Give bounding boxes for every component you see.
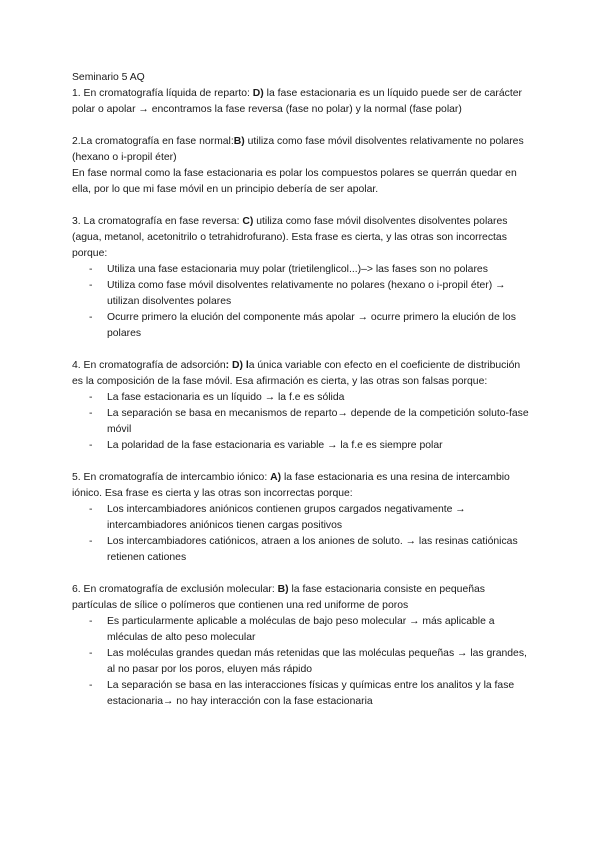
list-item: - Utiliza una fase estacionaria muy polar (trietilenglicol...)–> las fases son no polares [107, 262, 532, 278]
question-5-bullet-list [72, 502, 532, 566]
list-item: - La separación se basa en mecanismos de reparto→ depende de la competición soluto-fase móvil [107, 406, 532, 438]
question-4-bullet-list [72, 390, 532, 454]
list-item: - Utiliza como fase móvil disolventes relativamente no polares (hexano o i-propil éter) → utilizan disolventes polares [107, 278, 532, 310]
question-6-bullet-list [72, 614, 532, 710]
question-3-bullet-list [72, 262, 532, 342]
question-1 [72, 86, 532, 118]
question-5-text: 5. En cromatografía de intercambio iónico: [72, 472, 271, 483]
question-2-answer: B) [233, 136, 245, 147]
question-4-answer: : D) l [225, 360, 249, 371]
spacer [72, 198, 532, 214]
spacer [72, 454, 532, 470]
question-2 [72, 134, 532, 166]
question-3-answer: C) [242, 216, 254, 227]
question-5-answer: A) [270, 472, 282, 483]
question-3-explanation: utiliza como fase móvil disolventes disolventes polares (agua, metanol, acetonitrilo o tetrahidrofurano). Esta frase es cierta, y las otras son incorrectas porque: [72, 216, 508, 259]
question-3-text: 3. La cromatografía en fase reversa: [72, 216, 243, 227]
spacer [72, 566, 532, 582]
question-6-answer: B) [277, 584, 289, 595]
question-5-explanation: la fase estacionaria es una resina de intercambio iónico. Esa frase es cierta y las otras son incorrectas porque: [72, 472, 510, 499]
question-2-explanation: utiliza como fase móvil disolventes relativamente no polares (hexano o i-propil éter) [72, 136, 524, 163]
document-title: Seminario 5 AQ [72, 72, 145, 83]
question-6-explanation: la fase estacionaria consiste en pequeñas partículas de sílice o polímeros que contienen una red uniforme de poros [72, 584, 485, 611]
question-1-text: 1. En cromatografía líquida de reparto: [72, 88, 253, 99]
question-2-note: En fase normal como la fase estacionaria es polar los compuestos polares se querrán quedar en ella, por lo que mi fase móvil en un principio debería de ser apolar. [72, 168, 517, 195]
spacer [72, 342, 532, 358]
list-item: - La polaridad de la fase estacionaria es variable → la f.e es siempre polar [107, 438, 532, 454]
question-1-answer: D) [252, 88, 264, 99]
question-4-text: 4. En cromatografía de adsorción [72, 360, 226, 371]
question-3 [72, 214, 532, 262]
question-2-text: 2.La cromatografía en fase normal: [72, 136, 234, 147]
list-item: - La separación se basa en las interacciones físicas y químicas entre los analitos y la fase estacionaria→ no hay interacción con la fase estacionaria [107, 678, 532, 710]
question-6-text: 6. En cromatografía de exclusión molecular: [72, 584, 278, 595]
question-5 [72, 470, 532, 502]
list-item: - La fase estacionaria es un líquido → la f.e es sólida [107, 390, 532, 406]
list-item: - Ocurre primero la elución del componente más apolar → ocurre primero la elución de los polares [107, 310, 532, 342]
list-item: - Es particularmente aplicable a moléculas de bajo peso molecular → más aplicable a mléculas de alto peso molecular [107, 614, 532, 646]
document-body [72, 70, 532, 710]
list-item: - Las moléculas grandes quedan más retenidas que las moléculas pequeñas → las grandes, al no pasar por los poros, eluyen más rápido [107, 646, 532, 678]
question-4 [72, 358, 532, 390]
question-4-explanation: a única variable con efecto en el coeficiente de distribución es la composición de la fase móvil. Esa afirmación es cierta, y las otras son falsas porque: [72, 360, 521, 387]
list-item: - Los intercambiadores aniónicos contienen grupos cargados negativamente → intercambiadores aniónicos tienen cargas positivos [107, 502, 532, 534]
question-1-explanation: la fase estacionaria es un líquido puede ser de carácter polar o apolar → encontramos la fase reversa (fase no polar) y la normal (fase polar) [72, 88, 522, 115]
list-item: - Los intercambiadores catiónicos, atraen a los aniones de soluto. → las resinas catiónicas retienen cationes [107, 534, 532, 566]
question-6 [72, 582, 532, 614]
spacer [72, 118, 532, 134]
